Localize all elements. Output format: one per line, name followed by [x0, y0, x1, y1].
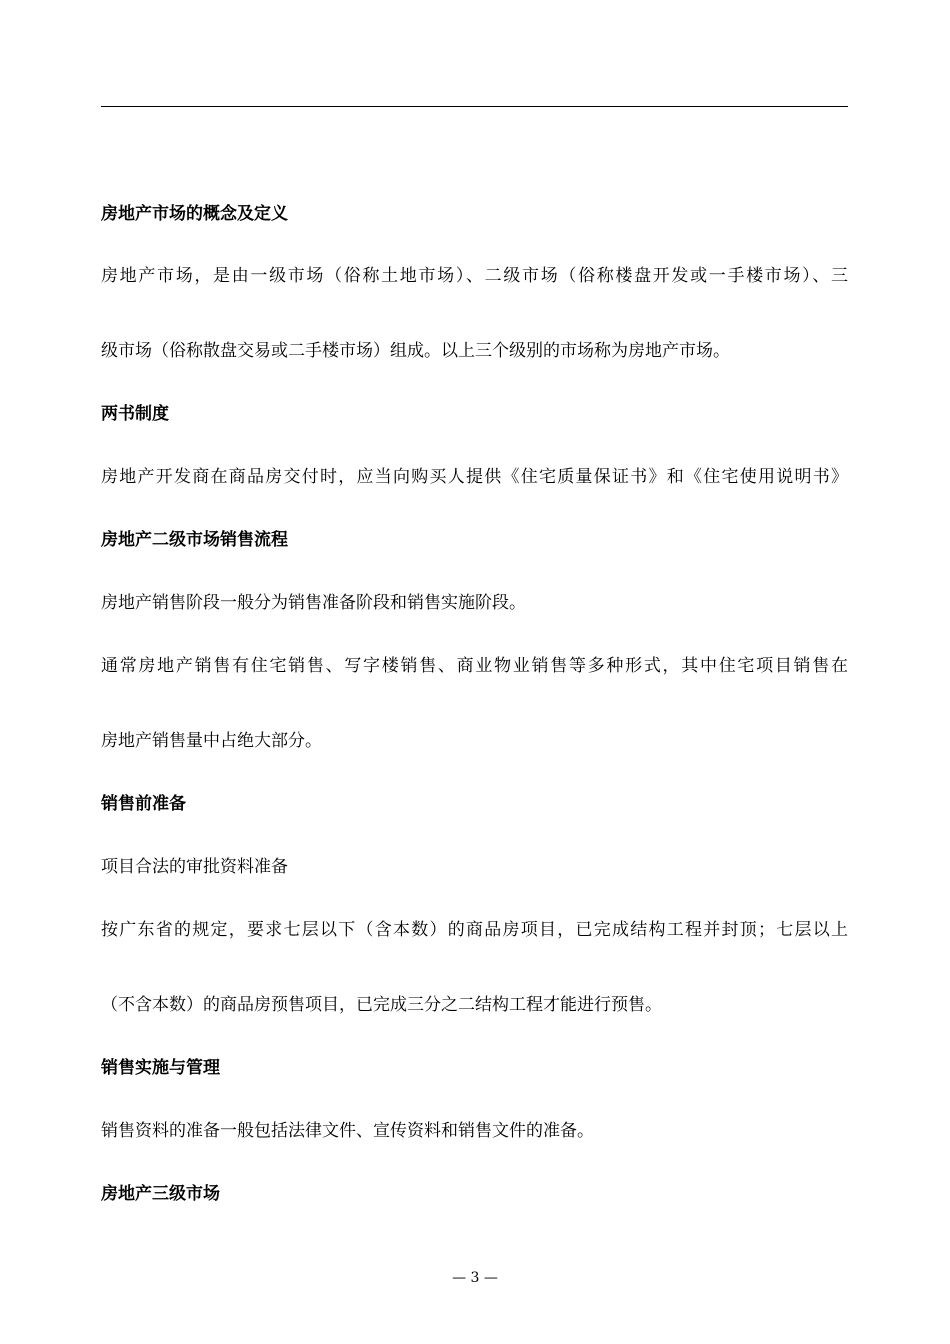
paragraph-approval-documents: 项目合法的审批资料准备: [101, 857, 288, 877]
paragraph-guangdong-rules-line-1: 按广东省的规定，要求七层以下（含本数）的商品房项目，已完成结构工程并封顶；七层以上: [101, 920, 848, 940]
paragraph-sales-forms-line-2: 房地产销售量中占绝大部分。: [101, 731, 322, 751]
section-heading-sales-implementation: 销售实施与管理: [101, 1058, 220, 1078]
paragraph-sales-stages: 房地产销售阶段一般分为销售准备阶段和销售实施阶段。: [101, 593, 526, 613]
paragraph-guangdong-rules-line-2: （不含本数）的商品房预售项目，已完成三分之二结构工程才能进行预售。: [101, 995, 662, 1015]
section-heading-pre-sale-preparation: 销售前准备: [101, 794, 186, 814]
page-number: — 3 —: [452, 1270, 498, 1286]
paragraph-sales-materials: 销售资料的准备一般包括法律文件、宣传资料和销售文件的准备。: [101, 1121, 594, 1141]
paragraph-two-books: 房地产开发商在商品房交付时，应当向购买人提供《住宅质量保证书》和《住宅使用说明书》: [101, 467, 848, 487]
section-heading-two-books: 两书制度: [101, 404, 169, 424]
paragraph-market-definition-line-1: 房地产市场，是由一级市场（俗称土地市场）、二级市场（俗称楼盘开发或一手楼市场）、三: [101, 266, 848, 286]
header-rule: [101, 106, 848, 107]
section-heading-secondary-market-process: 房地产二级市场销售流程: [101, 530, 288, 550]
section-heading-market-definition: 房地产市场的概念及定义: [101, 204, 288, 224]
section-heading-tertiary-market: 房地产三级市场: [101, 1184, 220, 1204]
paragraph-market-definition-line-2: 级市场（俗称散盘交易或二手楼市场）组成。以上三个级别的市场称为房地产市场。: [101, 341, 730, 361]
paragraph-sales-forms-line-1: 通常房地产销售有住宅销售、写字楼销售、商业物业销售等多种形式，其中住宅项目销售在: [101, 656, 848, 676]
